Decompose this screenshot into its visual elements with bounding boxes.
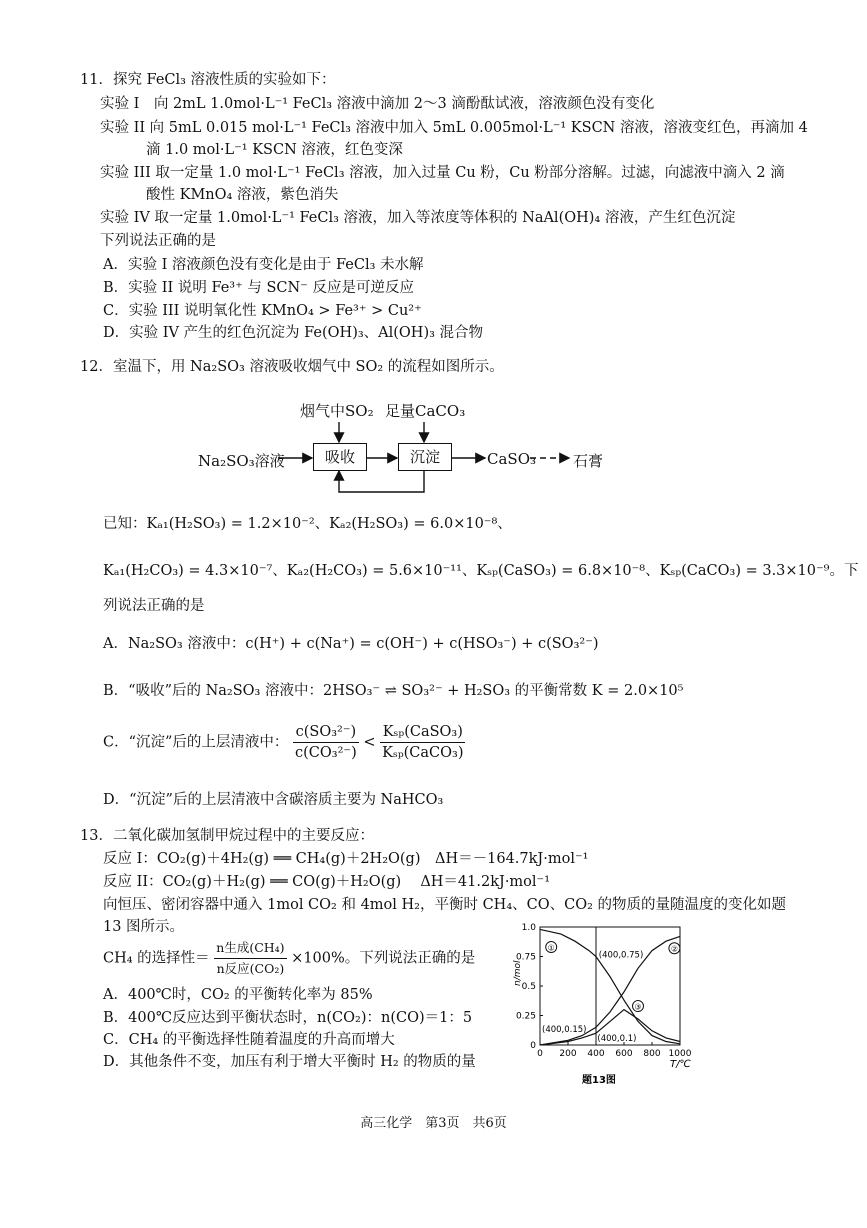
q11-stem: 11．探究 FeCl₃ 溶液性质的实验如下： [80,72,336,88]
q11-option-a: A．实验 I 溶液颜色没有变化是由于 FeCl₃ 未水解 [103,257,424,273]
selectivity-frac [214,938,286,979]
figure-caption: 题13图 [582,1075,616,1085]
y-tick-label: 0 [530,1041,536,1051]
x-tick-label: 800 [643,1049,661,1059]
series-marker-label: ① [547,943,555,953]
q12-ask: 列说法正确的是 [103,598,205,614]
q12-option-d: D．“沉淀”后的上层清液中含碳溶质主要为 NaHCO₃ [103,792,444,808]
frac1-den: c(CO₃²⁻) [295,745,357,761]
q13-reaction1: 反应 I：CO₂(g)＋4H₂(g) ══ CH₄(g)＋2H₂O(g) ΔH＝－164.7kJ·mol⁻¹ [103,851,589,867]
y-tick-label: 0.75 [515,952,536,963]
x-tick-label: 400 [587,1049,605,1059]
frac2-den: Kₛₚ(CaCO₃) [382,745,464,761]
y-tick-label: 0.25 [515,1011,536,1022]
q13-option-d: D．其他条件不变，加压有利于增大平衡时 H₂ 的物质的量 [103,1054,476,1070]
q13-option-b: B．400℃反应达到平衡状态时，n(CO₂)：n(CO)＝1：5 [103,1010,473,1026]
flow-box-absorb: 吸收 [313,443,367,471]
q13-chart [498,915,698,1085]
page-footer: 高三化学 第3页 共6页 [360,1116,507,1131]
q13-stem: 13．二氧化碳加氢制甲烷过程中的主要反应： [80,828,374,844]
q11-option-d: D．实验 IV 产生的红色沉淀为 Fe(OH)₃、Al(OH)₃ 混合物 [103,325,484,341]
x-axis-label: T/℃ [670,1059,691,1070]
q13-condition2: 13 图所示。 [103,919,185,935]
y-tick-label: 0.5 [521,982,536,992]
series-marker-label: ② [670,944,678,954]
series-marker-label: ③ [634,1002,642,1012]
q12-option-c-op: < [363,734,376,751]
q12-option-b: B．“吸收”后的 Na₂SO₃ 溶液中：2HSO₃⁻ ⇌ SO₃²⁻ + H₂SO₃ 的平衡常数 K = 2.0×10⁵ [103,683,684,699]
q11-exp2b: 滴 1.0 mol·L⁻¹ KSCN 溶液，红色变深 [146,142,403,158]
x-tick-label: 0 [537,1049,543,1059]
flow-start: Na₂SO₃溶液 [198,452,285,470]
flow-box-precipitate: 沉淀 [398,443,452,471]
flow-final: 石膏 [573,452,604,470]
q12-option-c-frac2 [380,722,465,763]
flow-product: CaSO₃ [487,450,537,468]
q11-exp2a: 实验 II 向 5mL 0.015 mol·L⁻¹ FeCl₃ 溶液中加入 5mL 0.005mol·L⁻¹ KSCN 溶液，溶液变红色，再滴加 4 [100,120,808,136]
annotation-400-015: (400,0.15) [542,1025,587,1036]
q12-stem: 12．室温下，用 Na₂SO₃ 溶液吸收烟气中 SO₂ 的流程如图所示。 [80,359,504,375]
selectivity-num: n生成(CH₄) [214,938,286,959]
q11-exp3b: 酸性 KMnO₄ 溶液，紫色消失 [146,187,339,203]
y-axis-label: n/mol [513,960,523,986]
q12-option-c [103,722,465,763]
flow-input-so2: 烟气中SO₂ [300,402,374,420]
flow-input-caco3: 足量CaCO₃ [385,402,466,420]
selectivity-den: n反应(CO₂) [216,961,285,976]
q11-option-b: B．实验 II 说明 Fe³⁺ 与 SCN⁻ 反应是可逆反应 [103,280,414,296]
q13-selectivity [103,938,475,979]
y-tick-label: 1.0 [521,923,536,933]
q11-exp4: 实验 IV 取一定量 1.0mol·L⁻¹ FeCl₃ 溶液，加入等浓度等体积的 NaAl(OH)₄ 溶液，产生红色沉淀 [100,210,736,226]
q13-reaction2: 反应 II：CO₂(g)＋H₂(g) ══ CO(g)＋H₂O(g) ΔH＝41.2kJ·mol⁻¹ [103,874,551,890]
q12-option-c-prefix: C．“沉淀”后的上层清液中： [103,734,289,751]
frac2-num: Kₛₚ(CaSO₃) [380,722,465,743]
q11-option-c: C．实验 III 说明氧化性 KMnO₄ > Fe³⁺ > Cu²⁺ [103,303,422,319]
q11-exp1: 实验 I 向 2mL 1.0mol·L⁻¹ FeCl₃ 溶液中滴加 2～3 滴酚酞试液，溶液颜色没有变化 [100,96,655,112]
q13-condition1: 向恒压、密闭容器中通入 1mol CO₂ 和 4mol H₂，平衡时 CH₄、CO、CO₂ 的物质的量随温度的变化如题 [103,897,787,913]
flow-arrows [0,0,867,520]
annotation-400-01: (400,0.1) [597,1033,637,1044]
q13-option-a: A．400℃时，CO₂ 的平衡转化率为 85% [103,987,373,1003]
q12-known1: 已知：Kₐ₁(H₂SO₃) = 1.2×10⁻²、Kₐ₂(H₂SO₃) = 6.0×10⁻⁸、 [103,516,512,532]
x-tick-label: 600 [615,1049,633,1059]
q12-known2: Kₐ₁(H₂CO₃) = 4.3×10⁻⁷、Kₐ₂(H₂CO₃) = 5.6×10⁻¹¹、Kₛₚ(CaSO₃) = 6.8×10⁻⁸、Kₛₚ(CaCO₃) = 3.3×10⁻⁹。下 [103,563,859,579]
frac1-num: c(SO₃²⁻) [293,722,359,743]
q11-exp3a: 实验 III 取一定量 1.0 mol·L⁻¹ FeCl₃ 溶液，加入过量 Cu 粉，Cu 粉部分溶解。过滤，向滤液中滴入 2 滴 [100,165,785,181]
selectivity-prefix: CH₄ 的选择性＝ [103,950,210,967]
q11-ask: 下列说法正确的是 [100,233,216,249]
q12-option-c-frac1 [293,722,359,763]
x-tick-label: 1000 [668,1049,692,1059]
q13-option-c: C．CH₄ 的平衡选择性随着温度的升高而增大 [103,1032,395,1048]
selectivity-suffix: ×100%。下列说法正确的是 [291,950,476,967]
annotation-400-075: (400,0.75) [598,950,644,961]
x-tick-label: 200 [559,1049,577,1059]
q12-option-a: A．Na₂SO₃ 溶液中：c(H⁺) + c(Na⁺) = c(OH⁻) + c(HSO₃⁻) + c(SO₃²⁻) [103,636,599,652]
